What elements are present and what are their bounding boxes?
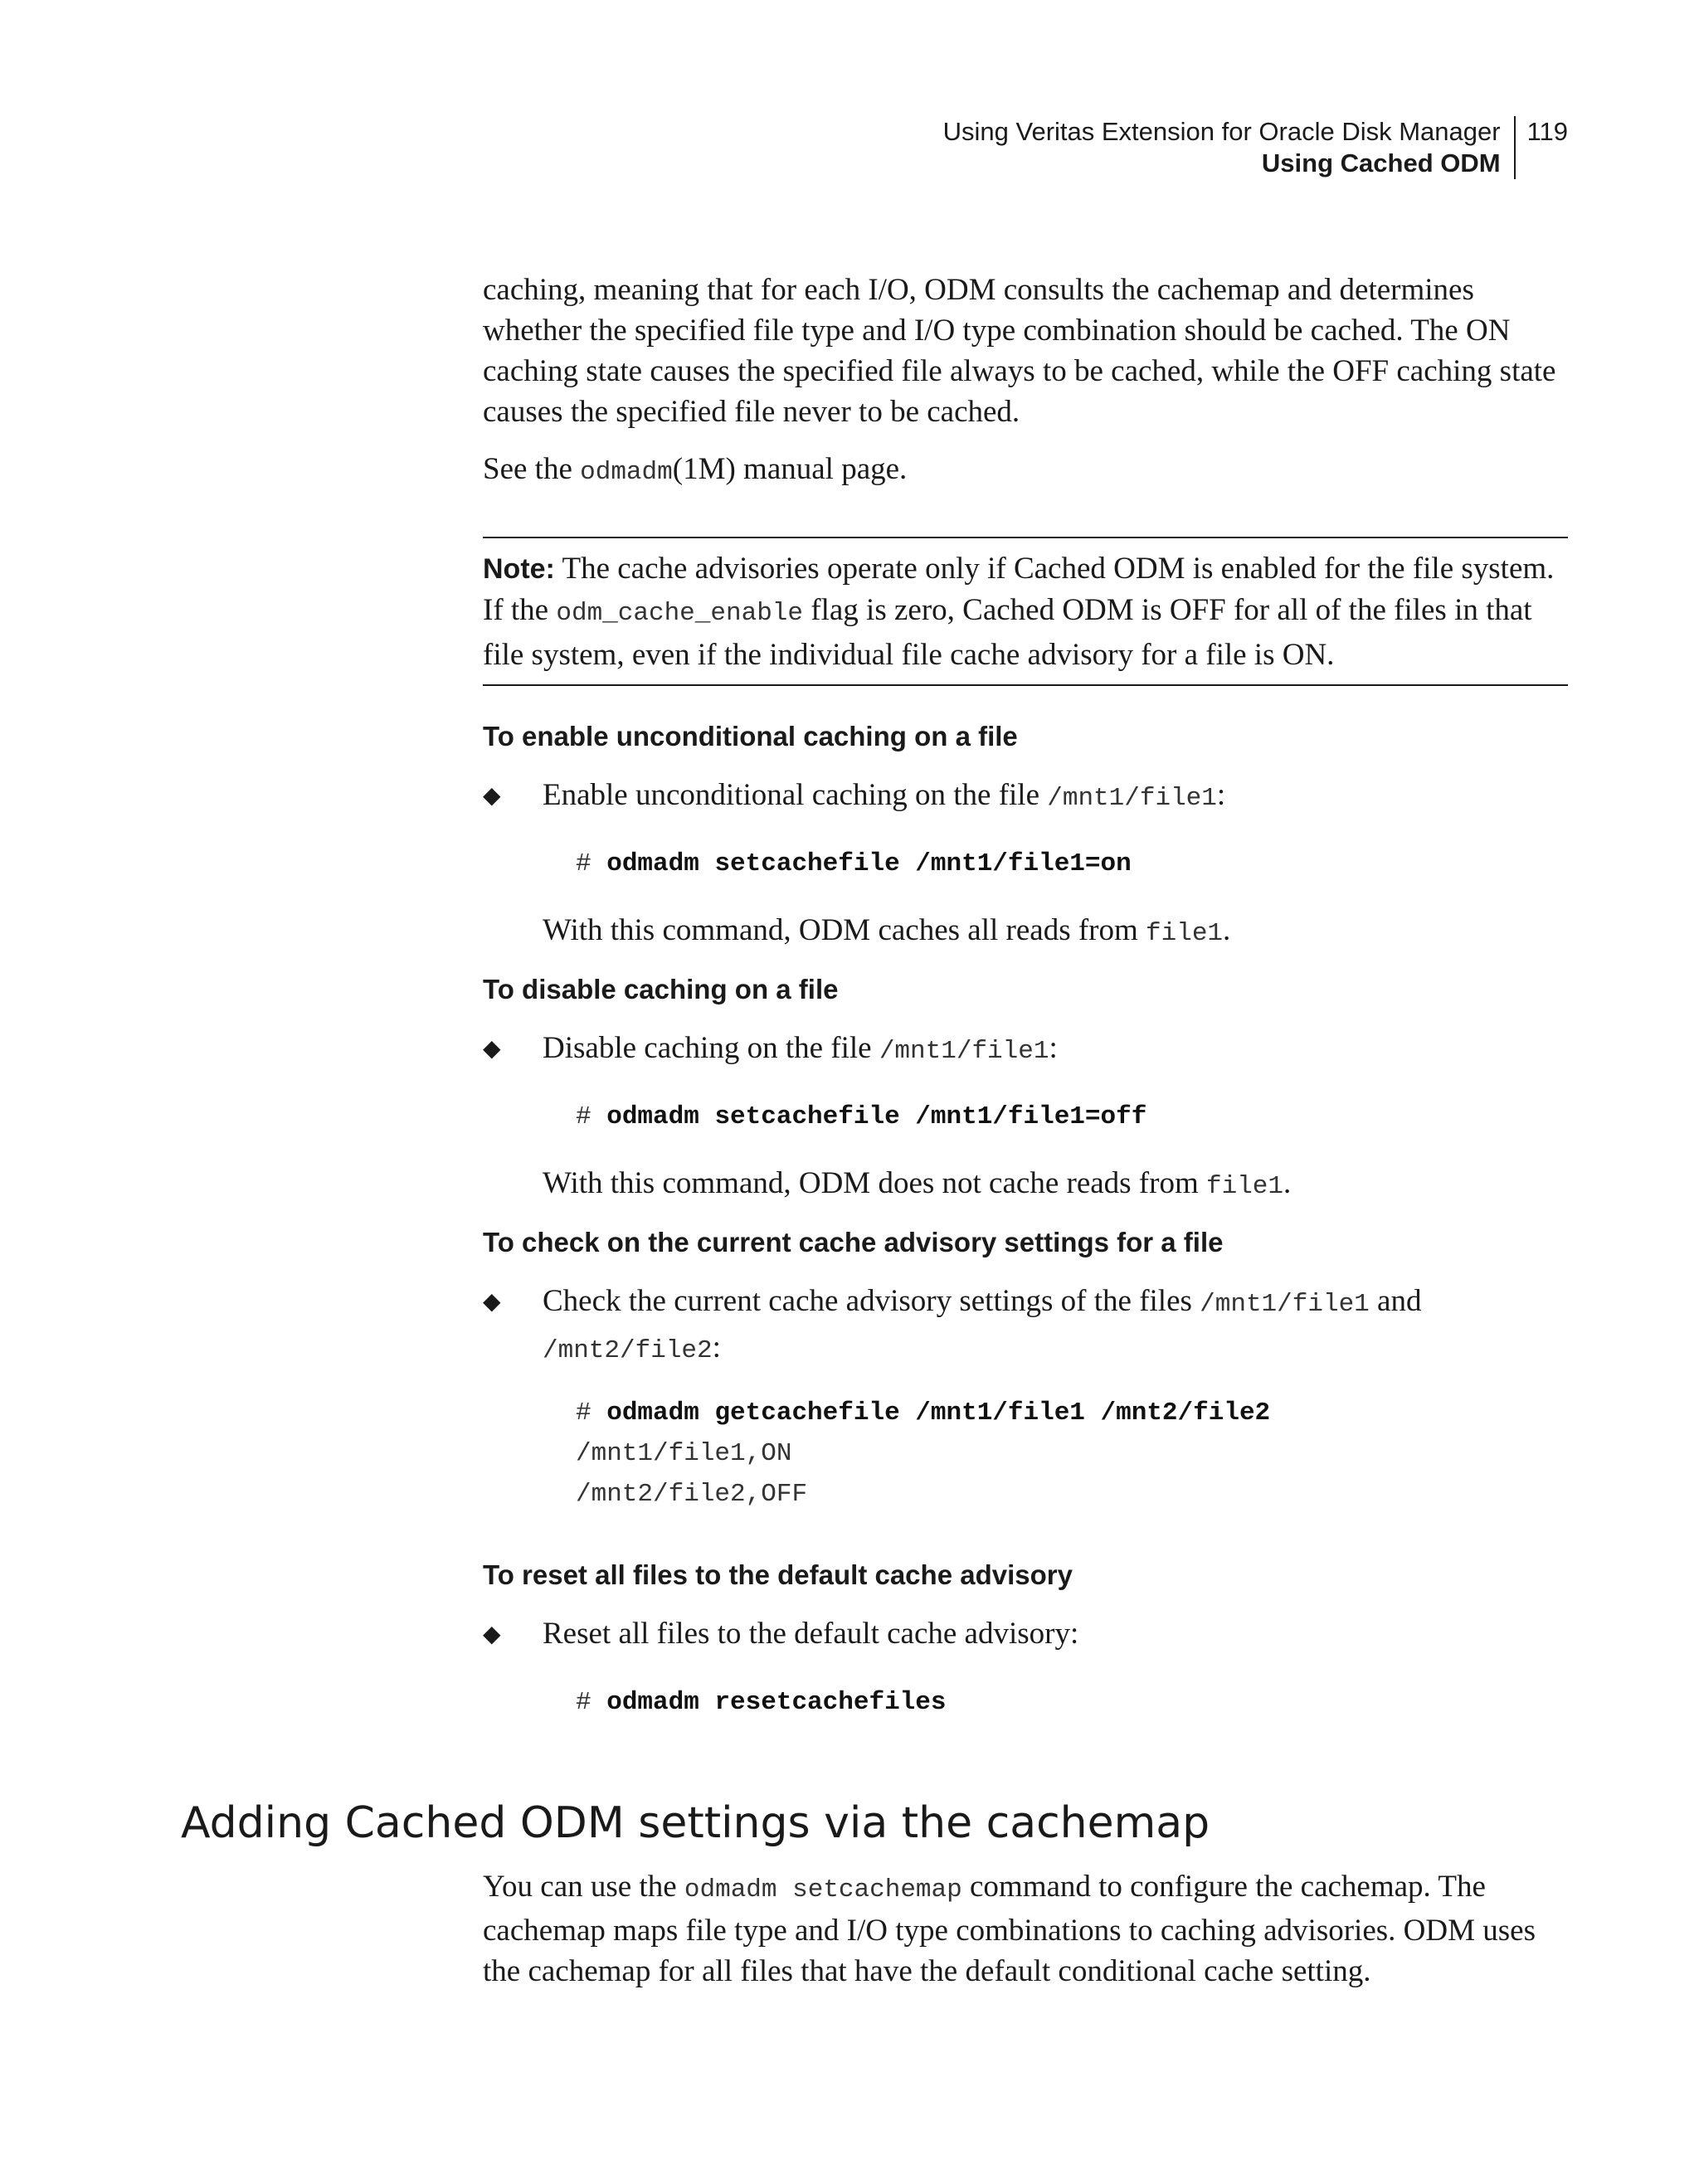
step-text-main: Check the current cache advisory settings of the files [543,1284,1200,1318]
code-block-reset [576,1682,947,1723]
after-text-main: With this command, ODM caches all reads from [543,913,1146,947]
procedure-step-enable [483,774,1568,820]
step-path-2: /mnt2/file2 [543,1336,713,1365]
procedure-step-check [483,1280,1568,1373]
intro-block [483,270,1568,493]
step-path: /mnt1/file1 [1047,784,1217,813]
see-command: odmadm [580,458,673,487]
see-suffix: (1M) manual page. [672,452,908,486]
see-manual-line [483,449,1568,493]
step-text [543,1280,1568,1373]
note-text-2: flag is zero, Cached ODM is OFF for all of the files in that file system, even if the individual file cache advisory for a file is ON. [483,593,1532,672]
note-box [483,537,1568,686]
section-heading: Adding Cached ODM settings via the cachemap [181,1798,1210,1848]
page-number: 119 [1526,117,1568,146]
procedure-heading-reset: To reset all files to the default cache advisory [483,1559,1073,1590]
diamond-bullet-icon: ◆ [483,1287,501,1315]
shell-prompt: # [576,1398,607,1428]
step-text [543,774,1568,820]
step-text-main: Disable caching on the file [543,1031,879,1065]
step-end: : [1049,1031,1058,1065]
section-text-2: command to configure the cachemap. The cachemap maps file type and I/O type combinations to caching advisories. ODM uses the cachemap for all files that have the default conditional cache setting. [483,1870,1536,1988]
after-text-disable [543,1163,1291,1207]
after-end: . [1223,913,1231,947]
procedure-step-reset [483,1612,1568,1656]
procedure-heading-check: To check on the current cache advisory settings for a file [483,1227,1224,1257]
step-mid: and [1369,1284,1422,1318]
shell-command: odmadm setcachefile /mnt1/file1=off [606,1102,1147,1131]
command-output-line: /mnt2/file2,OFF [576,1480,808,1509]
note-text-1: The cache advisories operate only if Cached ODM is enabled for the file system. If the [483,552,1555,627]
section-body [483,1866,1568,1992]
see-prefix: See the [483,452,581,486]
code-block-disable [576,1097,1146,1137]
after-text-main: With this command, ODM does not cache reads from [543,1166,1206,1200]
code-block-enable [576,844,1132,884]
diamond-bullet-icon: ◆ [483,781,501,809]
after-file: file1 [1205,1172,1283,1201]
step-end: : [1216,778,1226,812]
diamond-bullet-icon: ◆ [483,1620,501,1647]
shell-prompt: # [576,1688,607,1717]
procedure-heading-disable: To disable caching on a file [483,974,839,1004]
code-block-check [576,1393,1270,1515]
shell-prompt: # [576,1102,607,1131]
step-path: /mnt1/file1 [879,1037,1049,1066]
running-header [943,116,1568,179]
procedure-heading-enable: To enable unconditional caching on a file [483,721,1018,752]
step-path-1: /mnt1/file1 [1200,1290,1370,1319]
diamond-bullet-icon: ◆ [483,1034,501,1062]
section-paragraph [483,1866,1568,1992]
header-section-title: Using Cached ODM [1261,148,1501,178]
procedure-step-disable [483,1027,1568,1073]
step-end: : [712,1330,721,1364]
shell-command: odmadm resetcachefiles [606,1688,947,1717]
header-titles [943,116,1516,179]
command-output-line: /mnt1/file1,ON [576,1439,792,1468]
shell-prompt: # [576,849,607,878]
section-command: odmadm setcachemap [684,1875,962,1904]
note-flag: odm_cache_enable [556,599,804,628]
step-text-main: Enable unconditional caching on the file [543,778,1048,812]
header-chapter-title: Using Veritas Extension for Oracle Disk Manager [942,117,1501,146]
after-end: . [1283,1166,1292,1200]
shell-command: odmadm getcachefile /mnt1/file1 /mnt2/file2 [606,1398,1271,1428]
step-text [543,1027,1568,1073]
note-label: Note: [483,553,555,585]
section-text-1: You can use the [483,1870,684,1904]
after-text-enable [543,910,1230,954]
step-text: Reset all files to the default cache advisory: [543,1617,1079,1651]
shell-command: odmadm setcachefile /mnt1/file1=on [606,849,1132,878]
after-file: file1 [1146,919,1224,948]
intro-paragraph: caching, meaning that for each I/O, ODM consults the cachemap and determines whether the specified file type and I/O type combination should be cached. The ON caching state causes the specified file always to be cached, while the OFF caching state causes the specified file never to be cached. [483,273,1556,429]
